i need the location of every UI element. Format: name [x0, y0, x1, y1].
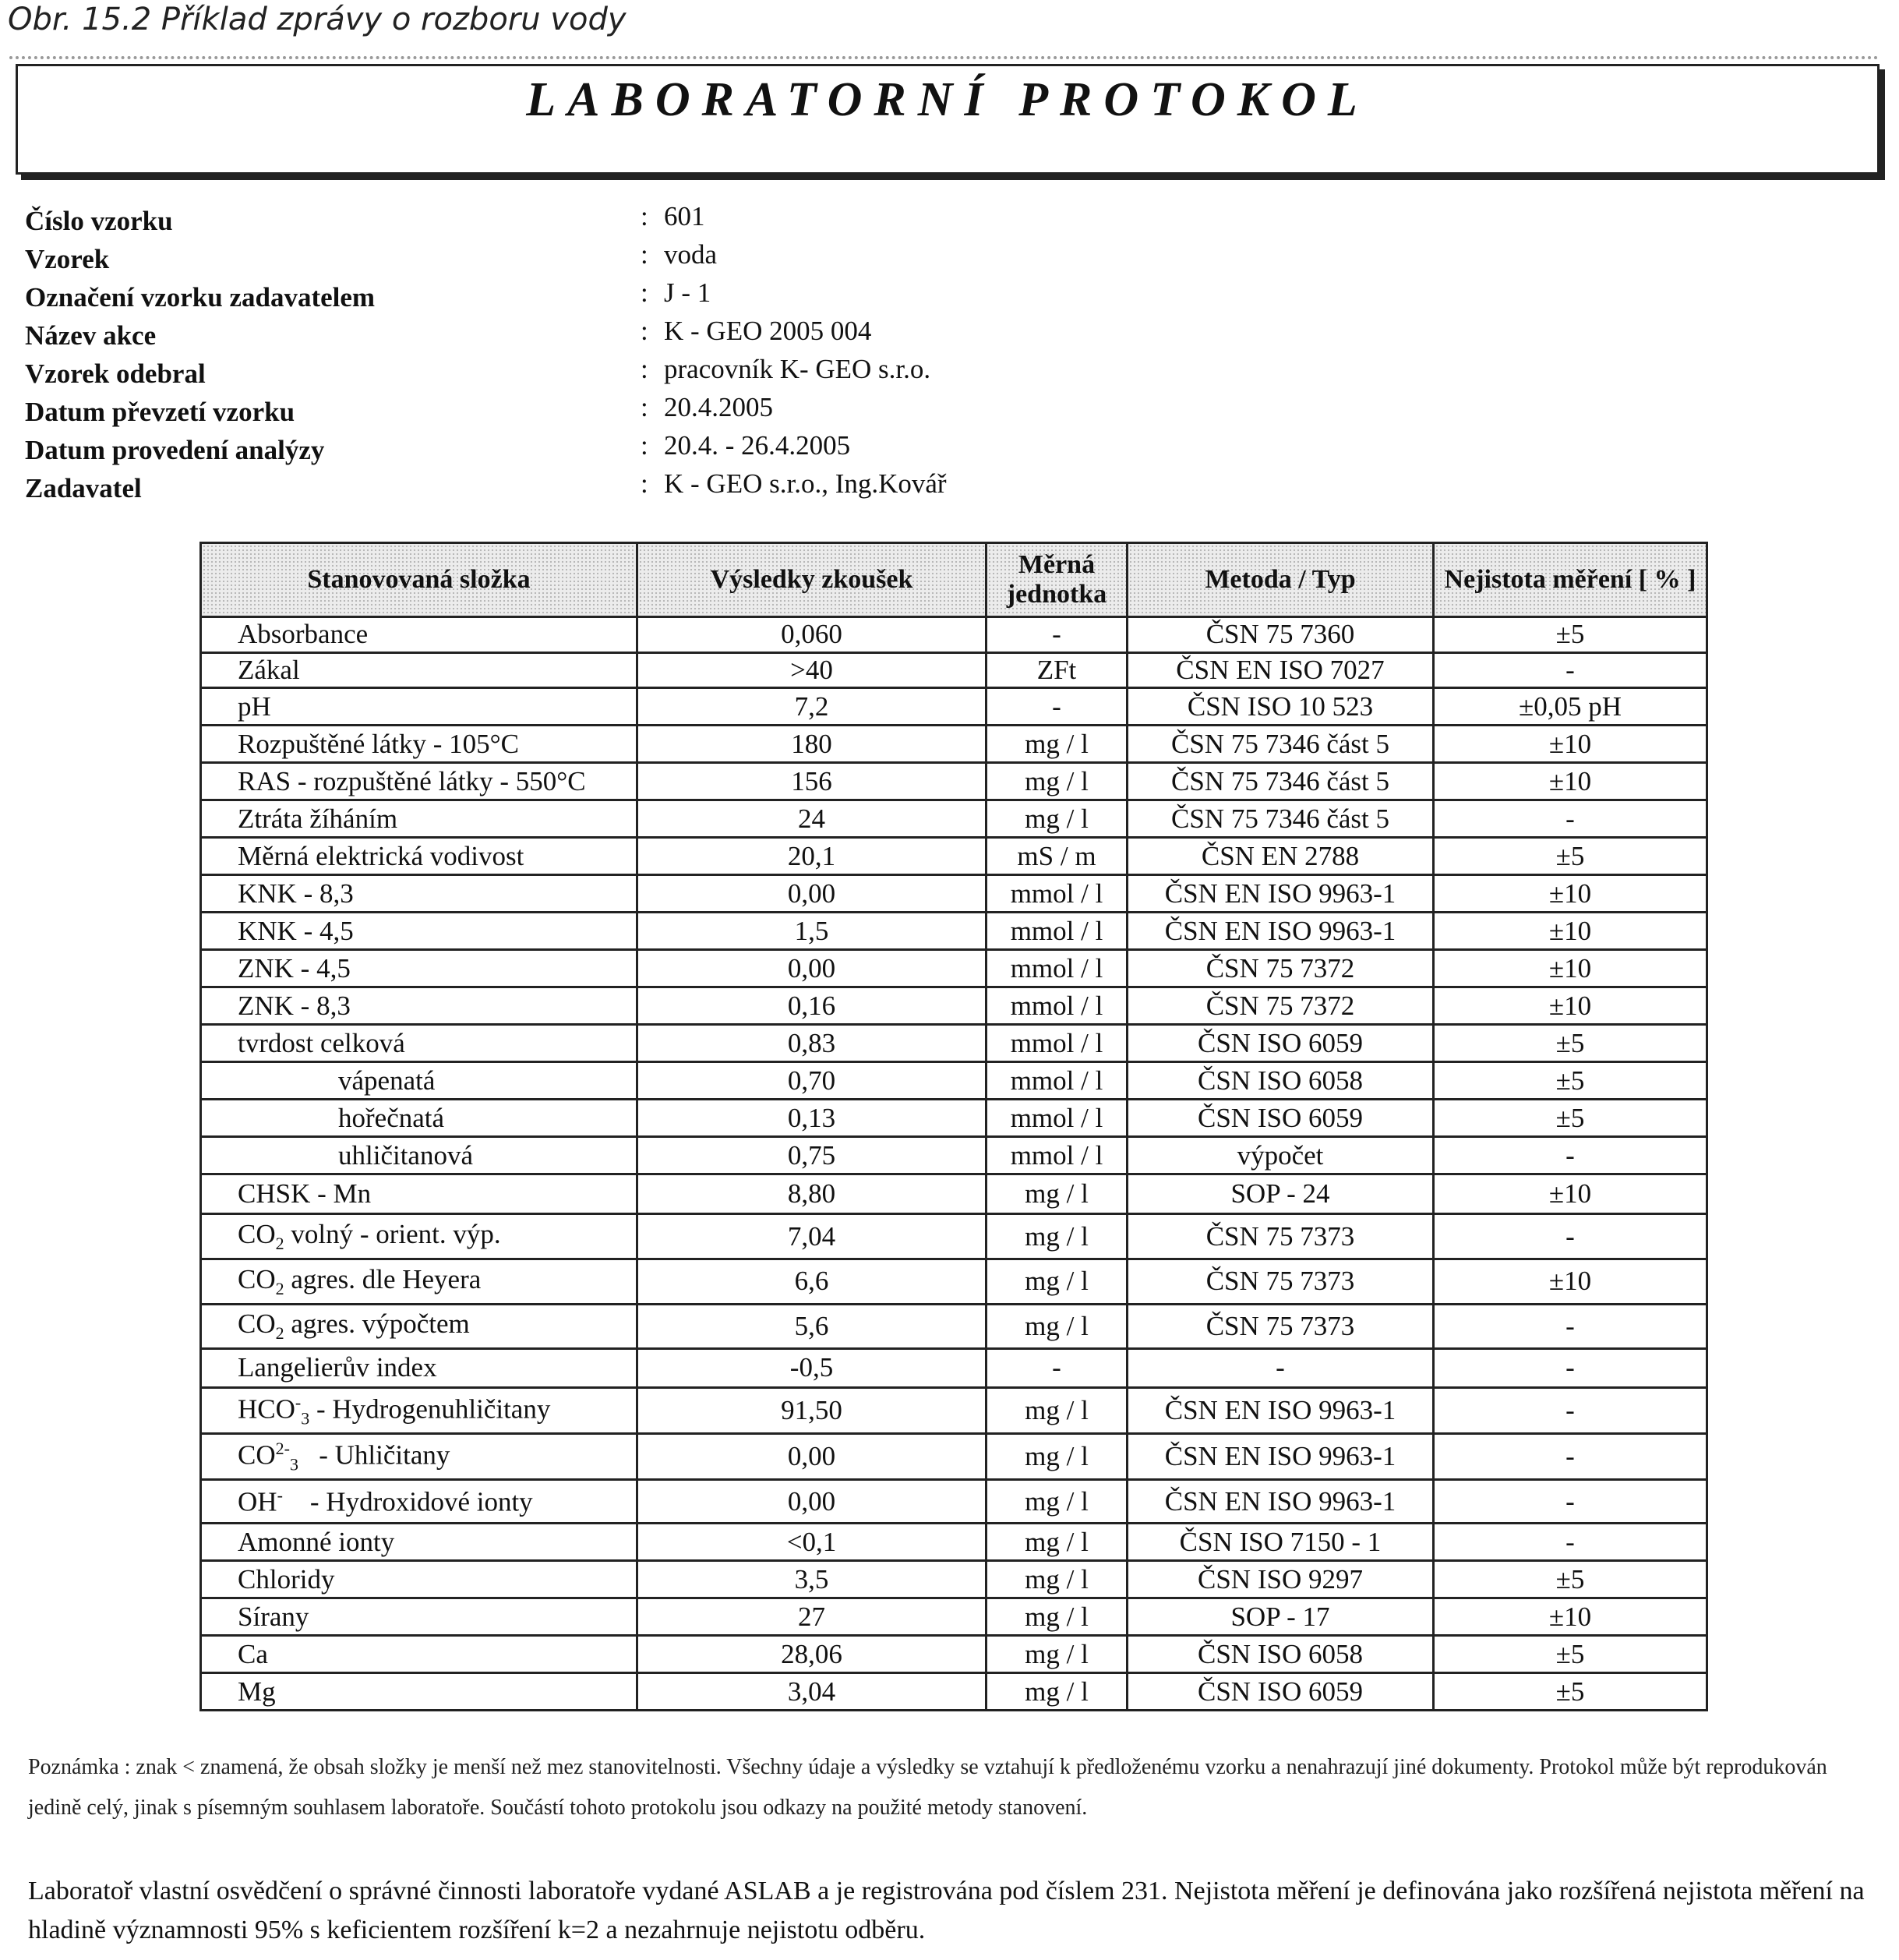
cell-method: ČSN 75 7373 — [1128, 1214, 1434, 1259]
cell-unit: mmol / l — [987, 950, 1128, 987]
cell-method: - — [1128, 1349, 1434, 1388]
cell-result: 0,00 — [637, 1433, 987, 1479]
table-row — [201, 1433, 1707, 1479]
cell-uncertainty: - — [1434, 1304, 1707, 1349]
protocol-title: LABORATORNÍ PROTOKOL — [526, 73, 1369, 126]
meta-value: 20.4.2005 — [664, 392, 773, 422]
cell-result: >40 — [637, 652, 987, 688]
table-row — [201, 800, 1707, 838]
cell-method: ČSN 75 7372 — [1128, 987, 1434, 1025]
cell-component: Amonné ionty — [201, 1524, 637, 1561]
dotted-divider — [9, 56, 1880, 59]
cell-component: KNK - 4,5 — [201, 913, 637, 950]
formula-name: agres. výpočtem — [284, 1308, 470, 1340]
title-box — [16, 64, 1880, 175]
cell-method: ČSN ISO 6058 — [1128, 1636, 1434, 1673]
cell-result: 0,13 — [637, 1100, 987, 1137]
table-row — [201, 763, 1707, 800]
cell-method: ČSN EN ISO 9963-1 — [1128, 875, 1434, 913]
cell-method: ČSN ISO 6059 — [1128, 1673, 1434, 1711]
table-row — [201, 1259, 1707, 1304]
header-results: Výsledky zkoušek — [637, 543, 987, 617]
cell-unit: mg / l — [987, 726, 1128, 763]
formula-index: 3 — [289, 1454, 298, 1474]
cell-result: 6,6 — [637, 1259, 987, 1304]
header-method: Metoda / Typ — [1128, 543, 1434, 617]
meta-value-wrap — [641, 430, 850, 461]
cell-unit: mS / m — [987, 838, 1128, 875]
meta-colon: : — [641, 354, 648, 384]
cell-component — [201, 1480, 637, 1524]
cell-component — [201, 1304, 637, 1349]
cell-method: ČSN EN 2788 — [1128, 838, 1434, 875]
header-uncertainty: Nejistota měření [ % ] — [1434, 543, 1707, 617]
cell-component: Chloridy — [201, 1561, 637, 1598]
cell-uncertainty: - — [1434, 1524, 1707, 1561]
cell-uncertainty: - — [1434, 1480, 1707, 1524]
cell-unit: mg / l — [987, 1387, 1128, 1433]
meta-value: 20.4. - 26.4.2005 — [664, 430, 851, 461]
meta-value-wrap — [641, 239, 717, 270]
cell-result: 1,5 — [637, 913, 987, 950]
cell-result: 0,00 — [637, 950, 987, 987]
table-row — [201, 950, 1707, 987]
cell-method: ČSN 75 7372 — [1128, 950, 1434, 987]
cell-result: 3,04 — [637, 1673, 987, 1711]
meta-label: Zadavatel — [25, 473, 142, 503]
cell-unit: mmol / l — [987, 1100, 1128, 1137]
table-row — [201, 726, 1707, 763]
table-row — [201, 1304, 1707, 1349]
cell-unit: mg / l — [987, 763, 1128, 800]
cell-component: pH — [201, 688, 637, 726]
cell-method: SOP - 24 — [1128, 1174, 1434, 1214]
cell-result: 0,00 — [637, 1480, 987, 1524]
cell-component: KNK - 8,3 — [201, 875, 637, 913]
meta-colon: : — [641, 430, 648, 461]
cell-result: 0,060 — [637, 617, 987, 653]
meta-value: 601 — [664, 201, 705, 231]
meta-value-wrap — [641, 201, 705, 232]
meta-label: Označení vzorku zadavatelem — [25, 282, 376, 313]
cell-uncertainty: - — [1434, 1349, 1707, 1388]
formula-index: 3 — [301, 1408, 310, 1429]
cell-result: 24 — [637, 800, 987, 838]
table-row — [201, 838, 1707, 875]
cell-uncertainty: ±5 — [1434, 1100, 1707, 1137]
cell-component: Rozpuštěné látky - 105°C — [201, 726, 637, 763]
cell-unit: mg / l — [987, 1524, 1128, 1561]
cell-method: ČSN 75 7346 část 5 — [1128, 763, 1434, 800]
meta-value-wrap — [641, 316, 871, 347]
cell-unit: mmol / l — [987, 1137, 1128, 1174]
cell-unit: mg / l — [987, 800, 1128, 838]
cell-result: 7,04 — [637, 1214, 987, 1259]
cell-uncertainty: ±5 — [1434, 838, 1707, 875]
cell-unit: mmol / l — [987, 913, 1128, 950]
cell-result: 28,06 — [637, 1636, 987, 1673]
meta-label: Název akce — [25, 320, 157, 351]
meta-colon: : — [641, 316, 648, 346]
cell-component: Langelierův index — [201, 1349, 637, 1388]
cell-component: CHSK - Mn — [201, 1174, 637, 1214]
cell-uncertainty: ±0,05 pH — [1434, 688, 1707, 726]
cell-component — [201, 1259, 637, 1304]
cell-result: 156 — [637, 763, 987, 800]
cell-component: Ztráta žíháním — [201, 800, 637, 838]
cell-uncertainty: ±5 — [1434, 1062, 1707, 1100]
formula-base: CO — [238, 1263, 276, 1294]
cell-result: 180 — [637, 726, 987, 763]
cell-uncertainty: - — [1434, 1433, 1707, 1479]
table-row — [201, 913, 1707, 950]
cell-method: ČSN 75 7360 — [1128, 617, 1434, 653]
cell-method: ČSN EN ISO 9963-1 — [1128, 1480, 1434, 1524]
meta-value-wrap — [641, 277, 711, 309]
cell-component: RAS - rozpuštěné látky - 550°C — [201, 763, 637, 800]
table-row — [201, 652, 1707, 688]
cell-result: <0,1 — [637, 1524, 987, 1561]
cell-component: Sírany — [201, 1598, 637, 1636]
formula-name: - Hydroxidové ionty — [282, 1486, 533, 1517]
cell-result: 0,83 — [637, 1025, 987, 1062]
table-row — [201, 1100, 1707, 1137]
table-row — [201, 1524, 1707, 1561]
meta-value: K - GEO s.r.o., Ing.Kovář — [664, 468, 947, 499]
meta-colon: : — [641, 239, 648, 270]
formula-base: CO — [238, 1439, 276, 1471]
cell-uncertainty: - — [1434, 1387, 1707, 1433]
table-row — [201, 1673, 1707, 1711]
cell-method: ČSN ISO 10 523 — [1128, 688, 1434, 726]
cell-component: ZNK - 8,3 — [201, 987, 637, 1025]
cell-result: 7,2 — [637, 688, 987, 726]
meta-label: Datum provedení analýzy — [25, 435, 325, 465]
cell-unit: mg / l — [987, 1259, 1128, 1304]
cell-unit: mg / l — [987, 1673, 1128, 1711]
table-row — [201, 1598, 1707, 1636]
cell-unit: - — [987, 1349, 1128, 1388]
cell-uncertainty: ±10 — [1434, 763, 1707, 800]
formula-base: CO — [238, 1308, 276, 1340]
meta-value: voda — [664, 239, 718, 270]
cell-unit: mg / l — [987, 1433, 1128, 1479]
cell-method: ČSN ISO 6059 — [1128, 1025, 1434, 1062]
cell-uncertainty: ±10 — [1434, 950, 1707, 987]
meta-value-wrap — [641, 392, 773, 423]
table-row — [201, 1062, 1707, 1100]
cell-result: 0,16 — [637, 987, 987, 1025]
table-row — [201, 617, 1707, 653]
cell-component: Mg — [201, 1673, 637, 1711]
cell-uncertainty: - — [1434, 1137, 1707, 1174]
formula-charge: 2- — [275, 1438, 290, 1458]
cell-result: -0,5 — [637, 1349, 987, 1388]
cell-method: ČSN 75 7346 část 5 — [1128, 800, 1434, 838]
cell-method: ČSN 75 7346 část 5 — [1128, 726, 1434, 763]
formula-charge: - — [277, 1485, 283, 1505]
cell-method: ČSN 75 7373 — [1128, 1304, 1434, 1349]
formula-index: 2 — [275, 1323, 284, 1344]
cell-method: ČSN EN ISO 9963-1 — [1128, 913, 1434, 950]
meta-value: J - 1 — [664, 277, 711, 308]
cell-uncertainty: ±10 — [1434, 1598, 1707, 1636]
table-row — [201, 1561, 1707, 1598]
cell-uncertainty: ±10 — [1434, 1259, 1707, 1304]
cell-uncertainty: ±5 — [1434, 1636, 1707, 1673]
cell-unit: mg / l — [987, 1214, 1128, 1259]
cell-result: 0,75 — [637, 1137, 987, 1174]
formula-name: volný - orient. výp. — [284, 1219, 501, 1250]
formula-name: - Uhličitany — [298, 1439, 450, 1471]
meta-value-wrap — [641, 468, 947, 500]
results-table — [199, 542, 1708, 1711]
table-row — [201, 1174, 1707, 1214]
table-row — [201, 688, 1707, 726]
cell-unit: ZFt — [987, 652, 1128, 688]
cell-result: 0,00 — [637, 875, 987, 913]
cell-unit: mg / l — [987, 1636, 1128, 1673]
meta-colon: : — [641, 277, 648, 308]
header-unit: Měrná jednotka — [987, 543, 1128, 617]
meta-label: Číslo vzorku — [25, 206, 173, 236]
formula-name: agres. dle Heyera — [284, 1263, 482, 1294]
meta-label: Vzorek — [25, 244, 110, 274]
formula-base: OH — [238, 1486, 277, 1517]
cell-unit: mg / l — [987, 1480, 1128, 1524]
cell-uncertainty: ±5 — [1434, 1025, 1707, 1062]
cell-method: ČSN ISO 6058 — [1128, 1062, 1434, 1100]
cell-unit: - — [987, 617, 1128, 653]
cell-unit: mmol / l — [987, 1025, 1128, 1062]
cell-unit: - — [987, 688, 1128, 726]
cell-result: 27 — [637, 1598, 987, 1636]
cell-unit: mmol / l — [987, 987, 1128, 1025]
formula-name: - Hydrogenuhličitany — [309, 1393, 551, 1425]
table-row — [201, 1349, 1707, 1388]
cell-unit: mg / l — [987, 1174, 1128, 1214]
cell-result: 5,6 — [637, 1304, 987, 1349]
cell-unit: mg / l — [987, 1598, 1128, 1636]
cell-uncertainty: ±5 — [1434, 1673, 1707, 1711]
meta-colon: : — [641, 468, 648, 499]
cell-method: ČSN EN ISO 7027 — [1128, 652, 1434, 688]
cell-unit: mg / l — [987, 1304, 1128, 1349]
cell-component: uhličitanová — [201, 1137, 637, 1174]
cell-uncertainty: - — [1434, 652, 1707, 688]
cell-component — [201, 1433, 637, 1479]
cell-method: ČSN EN ISO 9963-1 — [1128, 1433, 1434, 1479]
footnote: Poznámka : znak < znamená, že obsah složky je menší než mez stanovitelnosti. Všechny údaje a výsledky se vztahují k předloženému vzorku a nenahrazují jiné dokumenty. Protokol může být reprodukován jedině celý, jinak s písemným souhlasem laboratoře. Součástí tohoto protokolu jsou odkazy na použité metody stanovení. — [28, 1755, 1827, 1820]
cell-method: ČSN 75 7373 — [1128, 1259, 1434, 1304]
table-header-row — [201, 543, 1707, 617]
formula-base: CO — [238, 1219, 276, 1250]
cell-unit: mg / l — [987, 1561, 1128, 1598]
formula-base: HCO — [238, 1393, 295, 1425]
cell-result: 3,5 — [637, 1561, 987, 1598]
cell-component — [201, 1214, 637, 1259]
cell-component — [201, 1387, 637, 1433]
certification-text: Laboratoř vlastní osvědčení o správné činnosti laboratoře vydané ASLAB a je registrována pod číslem 231. Nejistota měření je definována jako rozšířená nejistota měření na hladině významnosti 95% s keficientem rozšíření k=2 a nezahrnuje nejistotu odběru. — [28, 1877, 1865, 1944]
cell-component: Ca — [201, 1636, 637, 1673]
formula-charge: - — [295, 1392, 302, 1412]
figure-caption: Obr. 15.2 Příklad zprávy o rozboru vody — [8, 2, 627, 37]
cell-component: Měrná elektrická vodivost — [201, 838, 637, 875]
cell-method: ČSN ISO 7150 - 1 — [1128, 1524, 1434, 1561]
cell-result: 8,80 — [637, 1174, 987, 1214]
table-row — [201, 875, 1707, 913]
cell-result: 91,50 — [637, 1387, 987, 1433]
cell-component: vápenatá — [201, 1062, 637, 1100]
table-row — [201, 987, 1707, 1025]
cell-unit: mmol / l — [987, 875, 1128, 913]
cell-component: Absorbance — [201, 617, 637, 653]
table-row — [201, 1636, 1707, 1673]
cell-result: 20,1 — [637, 838, 987, 875]
meta-value: pracovník K- GEO s.r.o. — [664, 354, 931, 384]
table-row — [201, 1387, 1707, 1433]
cell-unit: mmol / l — [987, 1062, 1128, 1100]
cell-uncertainty: ±5 — [1434, 1561, 1707, 1598]
table-row — [201, 1137, 1707, 1174]
cell-uncertainty: ±10 — [1434, 875, 1707, 913]
meta-label: Datum převzetí vzorku — [25, 397, 295, 427]
table-row — [201, 1480, 1707, 1524]
cell-uncertainty: - — [1434, 1214, 1707, 1259]
cell-component: ZNK - 4,5 — [201, 950, 637, 987]
cell-method: SOP - 17 — [1128, 1598, 1434, 1636]
cell-method: ČSN ISO 6059 — [1128, 1100, 1434, 1137]
meta-label: Vzorek odebral — [25, 358, 206, 389]
meta-colon: : — [641, 201, 648, 231]
cell-method: ČSN EN ISO 9963-1 — [1128, 1387, 1434, 1433]
cell-uncertainty: ±10 — [1434, 726, 1707, 763]
meta-colon: : — [641, 392, 648, 422]
cell-uncertainty: - — [1434, 800, 1707, 838]
formula-index: 2 — [275, 1234, 284, 1254]
meta-value: K - GEO 2005 004 — [664, 316, 872, 346]
formula-index: 2 — [275, 1278, 284, 1298]
cell-uncertainty: ±10 — [1434, 987, 1707, 1025]
cell-uncertainty: ±10 — [1434, 1174, 1707, 1214]
cell-component: Zákal — [201, 652, 637, 688]
meta-value-wrap — [641, 354, 930, 385]
table-row — [201, 1025, 1707, 1062]
cell-uncertainty: ±5 — [1434, 617, 1707, 653]
cell-result: 0,70 — [637, 1062, 987, 1100]
cell-component: hořečnatá — [201, 1100, 637, 1137]
cell-method: ČSN ISO 9297 — [1128, 1561, 1434, 1598]
cell-method: výpočet — [1128, 1137, 1434, 1174]
cell-uncertainty: ±10 — [1434, 913, 1707, 950]
cell-component: tvrdost celková — [201, 1025, 637, 1062]
header-component: Stanovovaná složka — [201, 543, 637, 617]
table-row — [201, 1214, 1707, 1259]
